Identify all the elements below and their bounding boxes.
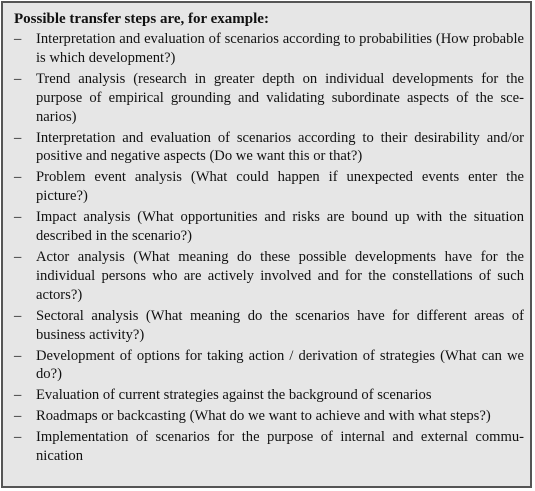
transfer-steps-list: [14, 30, 524, 466]
list-item: [14, 168, 524, 206]
list-item-text: Actor analysis (What meaning do these possible developments have for the individual persons who are actively involved and for the constellations of such actors?): [36, 248, 524, 303]
list-item: [14, 129, 524, 167]
list-item-text: Trend analysis (research in greater depth on individual developments for the purpose of empirical grounding and validating subordinate aspects of the sce-narios): [36, 70, 524, 125]
list-item: [14, 428, 524, 466]
list-item: [14, 307, 524, 345]
dash-bullet: –: [14, 429, 22, 446]
list-item: [14, 248, 524, 305]
list-item-text: Roadmaps or backcasting (What do we want to achieve and with what steps?): [36, 408, 491, 425]
dash-bullet: –: [14, 307, 22, 324]
list-item: [14, 407, 524, 426]
list-item-text: Impact analysis (What opportunities and risks are bound up with the situation described in the scenario?): [36, 209, 524, 245]
transfer-steps-box: [1, 1, 532, 488]
dash-bullet: –: [14, 70, 22, 87]
list-item-text: Development of options for taking action / derivation of strategies (What can we do?): [36, 347, 524, 383]
list-item: [14, 208, 524, 246]
box-heading: Possible transfer steps are, for example:: [14, 11, 269, 27]
dash-bullet: –: [14, 387, 22, 404]
list-item: [14, 30, 524, 68]
list-item: [14, 70, 524, 127]
list-item-text: Problem event analysis (What could happen if unexpected events enter the picture?): [36, 169, 524, 205]
list-item-text: Evaluation of current strategies against the background of scenarios: [36, 387, 432, 404]
dash-bullet: –: [14, 31, 22, 47]
list-item-text: Interpretation and evaluation of scenarios according to their desirability and/or positive and negative aspects (Do we want this or that?): [36, 129, 524, 165]
list-item-text: Sectoral analysis (What meaning do the scenarios have for different areas of business activity?): [36, 307, 524, 343]
list-item: [14, 386, 524, 405]
dash-bullet: –: [14, 248, 22, 265]
list-item: [14, 347, 524, 385]
box-content: [14, 9, 524, 468]
dash-bullet: –: [14, 347, 22, 364]
dash-bullet: –: [14, 129, 22, 146]
dash-bullet: –: [14, 408, 22, 425]
list-item-text: Implementation of scenarios for the purpose of internal and external commu-nication: [36, 429, 524, 465]
dash-bullet: –: [14, 209, 22, 226]
dash-bullet: –: [14, 169, 22, 186]
list-item-text: Interpretation and evaluation of scenarios according to probabilities (How probable is which development?): [36, 31, 524, 66]
